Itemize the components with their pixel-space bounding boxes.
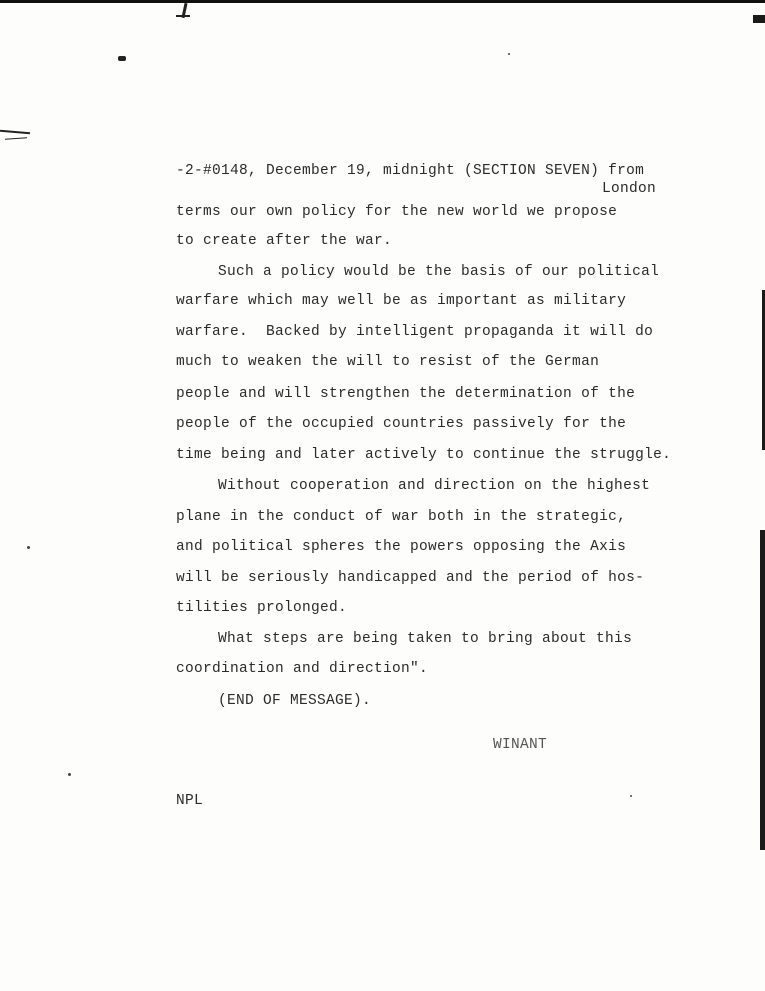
scan-right-edge-top	[753, 15, 765, 23]
body-line: terms our own policy for the new world we propose	[176, 204, 618, 220]
message-header: -2-#0148, December 19, midnight (SECTION SEVEN) from	[176, 163, 645, 179]
scan-dot-1	[27, 546, 30, 549]
signature: WINANT	[493, 737, 548, 753]
body-line: people and will strengthen the determination of the	[176, 386, 636, 402]
body-line: and political spheres the powers opposing the Axis	[176, 539, 627, 555]
message-header-origin: London	[602, 181, 657, 197]
scan-mark-left-small	[118, 56, 126, 61]
scan-top-border	[0, 0, 765, 3]
body-line: people of the occupied countries passively for the	[176, 416, 627, 432]
body-line: Without cooperation and direction on the highest	[218, 478, 651, 494]
body-line: will be seriously handicapped and the period of hos-	[176, 570, 645, 586]
body-line: coordination and direction".	[176, 661, 429, 677]
body-line: much to weaken the will to resist of the German	[176, 354, 600, 370]
typist-initials: NPL	[176, 793, 204, 809]
scan-dot-4	[630, 795, 632, 797]
body-line: warfare. Backed by intelligent propaganda it will do	[176, 324, 654, 340]
scan-dot-3	[508, 53, 510, 55]
body-line: time being and later actively to continue the struggle.	[176, 447, 672, 463]
body-line: warfare which may well be as important as military	[176, 293, 627, 309]
body-line: What steps are being taken to bring about this	[218, 631, 633, 647]
scan-mark-left-arrow	[0, 130, 30, 135]
scan-dot-2	[68, 773, 71, 776]
scan-right-edge-lower	[760, 530, 765, 850]
end-of-message: (END OF MESSAGE).	[218, 693, 372, 709]
scan-mark-left-arrow2	[5, 137, 27, 140]
body-line: tilities prolonged.	[176, 600, 348, 616]
scan-mark-top-foot	[176, 15, 190, 17]
body-line: plane in the conduct of war both in the strategic,	[176, 509, 627, 525]
body-line: to create after the war.	[176, 233, 393, 249]
body-line: Such a policy would be the basis of our political	[218, 264, 660, 280]
